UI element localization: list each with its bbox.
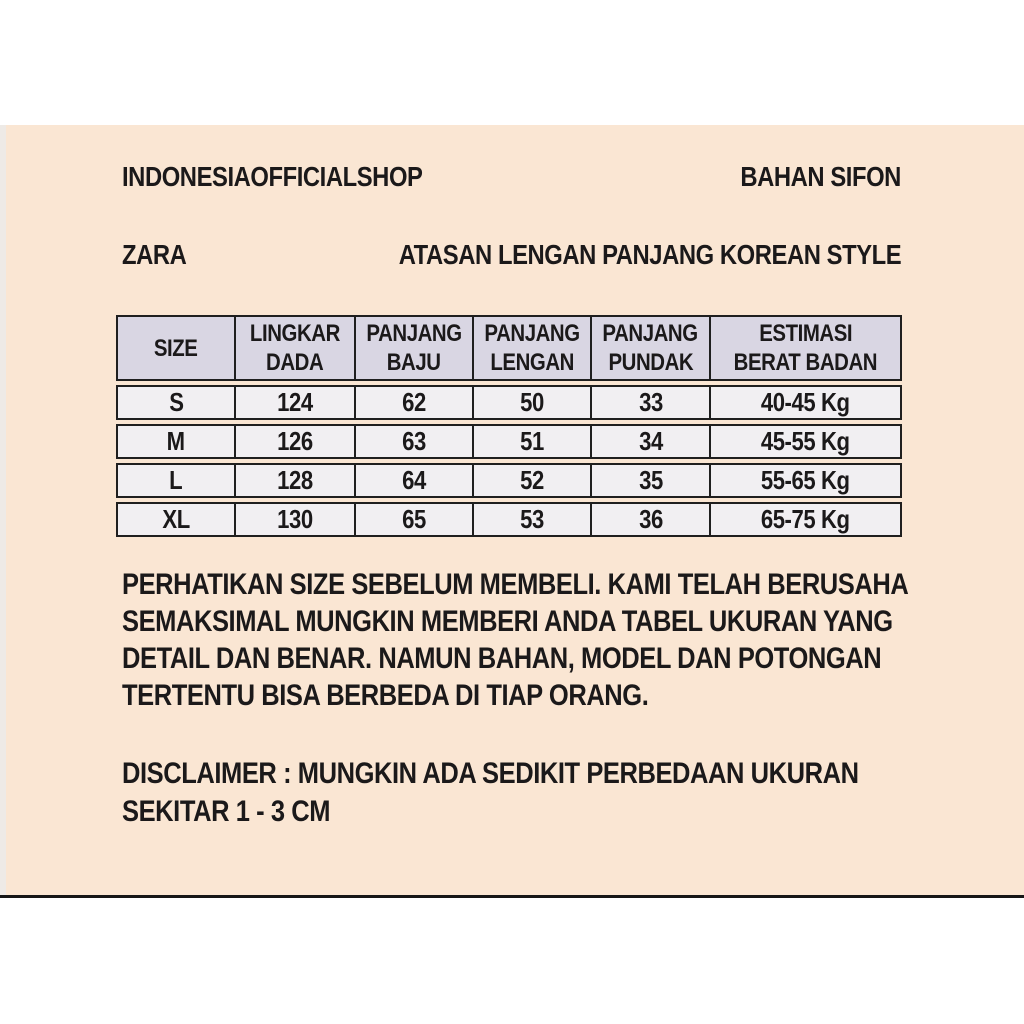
cell-panjang-pundak: 33	[590, 387, 709, 418]
notice-line: TERTENTU BISA BERBEDA DI TIAP ORANG.	[122, 679, 649, 712]
cell-panjang-lengan: 53	[472, 504, 590, 535]
notice-line: PERHATIKAN SIZE SEBELUM MEMBELI. KAMI TELAH BERUSAHA	[122, 568, 909, 601]
cell-lingkar-dada: 130	[234, 504, 354, 535]
table-row-xl	[116, 502, 902, 537]
cell-size: L	[169, 465, 183, 495]
header-cell-panjang-baju: PANJANG BAJU	[354, 317, 472, 379]
product-title	[310, 239, 901, 271]
cell-panjang-baju: 63	[354, 426, 472, 457]
brand-text: ZARA	[122, 239, 187, 270]
cell-panjang-pundak: 36	[590, 504, 709, 535]
header-cell-estimasi-berat-badan: ESTIMASI BERAT BADAN	[709, 317, 900, 379]
shop-name-text: INDONESIAOFFICIALSHOP	[122, 161, 423, 192]
size-table	[116, 315, 902, 537]
cell-estimasi-berat-badan: 45-55 Kg	[709, 426, 900, 457]
size-chart-sheet	[0, 125, 1024, 898]
disclaimer	[122, 755, 989, 831]
cell-size: M	[166, 426, 185, 456]
cell-estimasi-berat-badan: 40-45 Kg	[709, 387, 900, 418]
header-cell-panjang-lengan: PANJANG LENGAN	[472, 317, 590, 379]
cell-panjang-lengan: 51	[472, 426, 590, 457]
size-table-header-row	[116, 315, 902, 381]
cell-panjang-baju: 62	[354, 387, 472, 418]
cell-panjang-baju: 65	[354, 504, 472, 535]
left-edge-strip	[0, 125, 6, 895]
cell-panjang-lengan: 50	[472, 387, 590, 418]
disclaimer-line: SEKITAR 1 - 3 CM	[122, 795, 331, 828]
cell-estimasi-berat-badan: 65-75 Kg	[709, 504, 900, 535]
cell-panjang-pundak: 34	[590, 426, 709, 457]
cell-lingkar-dada: 124	[234, 387, 354, 418]
disclaimer-line: DISCLAIMER : MUNGKIN ADA SEDIKIT PERBEDAAN UKURAN	[122, 757, 859, 790]
notice-line: DETAIL DAN BENAR. NAMUN BAHAN, MODEL DAN POTONGAN	[122, 642, 882, 675]
material-text: BAHAN SIFON	[740, 161, 901, 192]
header-cell-size: SIZE	[154, 334, 198, 362]
table-row-m	[116, 424, 902, 459]
cell-size: XL	[162, 504, 190, 534]
table-row-s	[116, 385, 902, 420]
cell-lingkar-dada: 126	[234, 426, 354, 457]
shop-name	[122, 161, 476, 193]
material-label	[712, 161, 901, 193]
cell-panjang-lengan: 52	[472, 465, 590, 496]
sizing-notice	[122, 566, 1024, 714]
product-title-text: ATASAN LENGAN PANJANG KOREAN STYLE	[398, 239, 901, 270]
notice-line: SEMAKSIMAL MUNGKIN MEMBERI ANDA TABEL UKURAN YANG	[122, 605, 893, 638]
cell-panjang-pundak: 35	[590, 465, 709, 496]
table-row-l	[116, 463, 902, 498]
cell-estimasi-berat-badan: 55-65 Kg	[709, 465, 900, 496]
cell-size: S	[168, 387, 184, 417]
cell-lingkar-dada: 128	[234, 465, 354, 496]
header-cell-panjang-pundak: PANJANG PUNDAK	[590, 317, 709, 379]
header-cell-lingkar-dada: LINGKAR DADA	[234, 317, 354, 379]
brand-name	[122, 239, 198, 271]
cell-panjang-baju: 64	[354, 465, 472, 496]
